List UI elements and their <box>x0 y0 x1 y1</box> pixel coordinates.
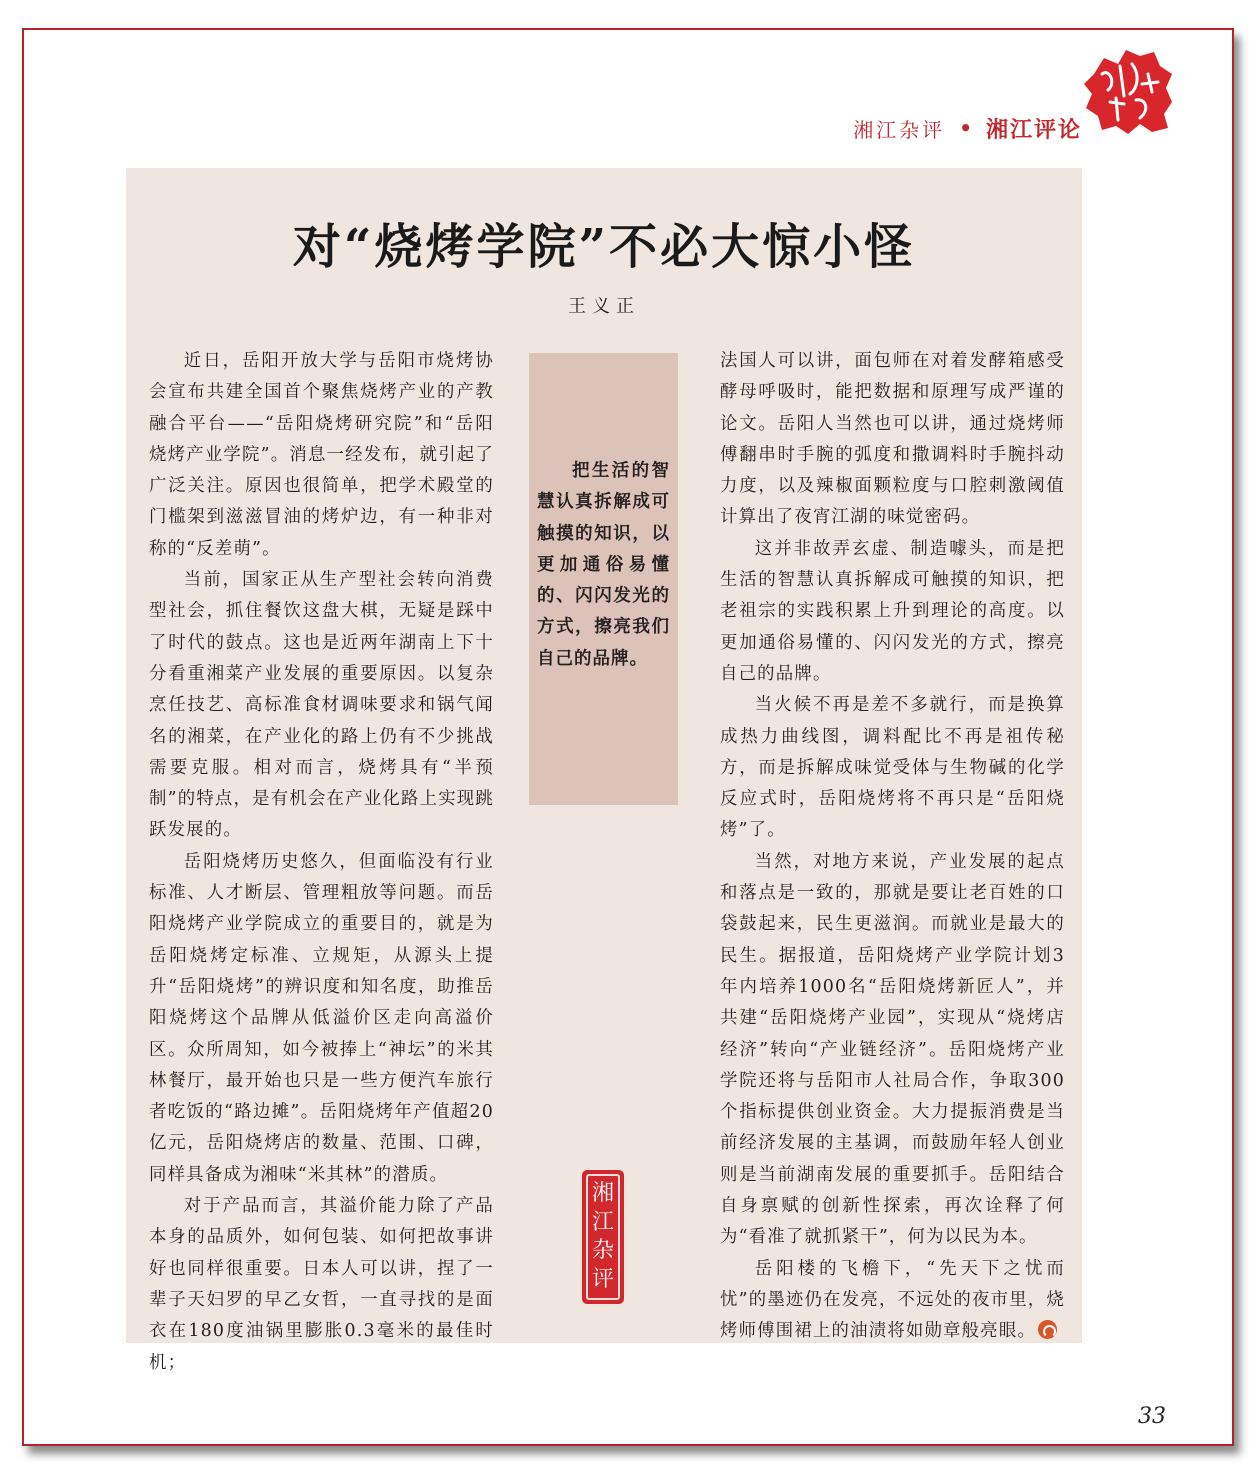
right-paragraph-5 <box>720 1254 1065 1348</box>
seal-char: 杂 <box>591 1238 614 1264</box>
pull-quote-text: 把生活的智慧认真拆解成可触摸的知识，以更加通俗易懂的、闪闪发光的方式，擦亮我们自己的品牌。 <box>537 461 670 669</box>
column-name: 湘江评论 <box>985 117 1082 143</box>
seal-inner-border <box>586 1174 620 1300</box>
left-paragraph-3: 岳阳烧烤历史悠久，但面临没有行业标准、人才断层、管理粗放等问题。而岳阳烧烤产业学院成立的重要目的，就是为岳阳烧烤定标准、立规矩，从源头上提升“岳阳烧烤”的辨识度和知名度，助推岳阳烧烤这个品牌从低溢价区走向高溢价区。众所周知，如今被捧上“神坛”的米其林餐厅，最开始也只是一些方便汽车旅行者吃饭的“路边摊”。岳阳烧烤年产值超20亿元，岳阳烧烤店的数量、范围、口碑，同样具备成为湘味“米其林”的潜质。 <box>149 851 494 1185</box>
seal-char: 评 <box>591 1266 614 1292</box>
right-paragraph-5-text: 岳阳楼的飞檐下，“先天下之忧而忧”的墨迹仍在发亮，不远处的夜市里，烧烤师傅围裙上的油渍将如勋章般亮眼。 <box>720 1258 1065 1342</box>
page-number: 33 <box>1138 1404 1166 1429</box>
left-paragraph-4: 对于产品而言，其溢价能力除了产品本身的品质外，如何包装、如何把故事讲好也同样很重要。日本人可以讲，捏了一辈子天妇罗的早乙女哲，一直寻找的是面衣在180度油锅里膨胀0.3毫米的最佳时机； <box>149 1196 494 1373</box>
right-paragraph-1: 法国人可以讲，面包师在对着发酵箱感受酵母呼吸时，能把数据和原理写成严谨的论文。岳阳人当然也可以讲，通过烧烤师傅翻串时手腕的弧度和撒调料时手腕抖动力度，以及辣椒面颗粒度与口腔刺激阈值计算出了夜宵江湖的味觉密码。 <box>720 351 1065 528</box>
left-paragraph-1: 近日，岳阳开放大学与岳阳市烧烤协会宣布共建全国首个聚焦烧烤产业的产教融合平台——“岳阳烧烤研究院”和“岳阳烧烤产业学院”。消息一经发布，就引起了广泛关注。原因也很简单，把学术殿堂的门槛架到滋滋冒油的烤炉边，有一种非对称的“反差萌”。 <box>149 351 494 559</box>
column-seal-stamp <box>582 1170 624 1304</box>
page-header <box>853 113 1082 143</box>
pull-quote-box <box>529 353 678 805</box>
right-paragraph-2: 这并非故弄玄虚、制造噱头，而是把生活的智慧认真拆解成可触摸的知识，把老祖宗的实践积累上升到理论的高度。以更加通俗易懂的、闪闪发光的方式，擦亮自己的品牌。 <box>720 538 1065 684</box>
article-author: 王义正 <box>568 296 640 317</box>
header-separator: • <box>959 116 972 140</box>
article-left-column <box>149 346 494 1379</box>
magazine-logo-icon <box>1080 44 1175 139</box>
right-paragraph-3: 当火候不再是差不多就行，而是换算成热力曲线图，调料配比不再是祖传秘方，而是拆解成味觉受体与生物碱的化学反应式时，岳阳烧烤将不再只是“岳阳烧烤”了。 <box>720 695 1065 841</box>
left-paragraph-2: 当前，国家正从生产型社会转向消费型社会，抓住餐饮这盘大棋，无疑是踩中了时代的鼓点。这也是近两年湖南上下十分看重湘菜产业发展的重要原因。以复杂烹任技艺、高标准食材调味要求和锅气闻名的湘菜，在产业化的路上仍有不少挑战需要克服。相对而言，烧烤具有“半预制”的特点，是有机会在产业化路上实现跳跃发展的。 <box>149 570 494 841</box>
right-paragraph-4: 当然，对地方来说，产业发展的起点和落点是一致的，那就是要让老百姓的口袋鼓起来，民生更滋润。而就业是最大的民生。据报道，岳阳烧烤产业学院计划3年内培养1000名“岳阳烧烤新匠人”，并共建“岳阳烧烤产业园”，实现从“烧烤店经济”转向“产业链经济”。岳阳烧烤产业学院还将与岳阳市人社局合作，争取300个指标提供创业资金。大力提振消费是当前经济发展的主基调，而鼓励年轻人创业则是当前湖南发展的重要抓手。岳阳结合自身禀赋的创新性探索，再次诠释了何为“看准了就抓紧干”，何为以民为本。 <box>720 851 1065 1248</box>
end-mark-icon <box>1038 1320 1057 1339</box>
article-right-column <box>720 346 1065 1348</box>
article-title: 对“烧烤学院”不必大惊小怪 <box>292 219 916 275</box>
seal-char: 江 <box>591 1209 614 1235</box>
section-name: 湘江杂评 <box>853 117 946 142</box>
seal-char: 湘 <box>591 1181 614 1207</box>
